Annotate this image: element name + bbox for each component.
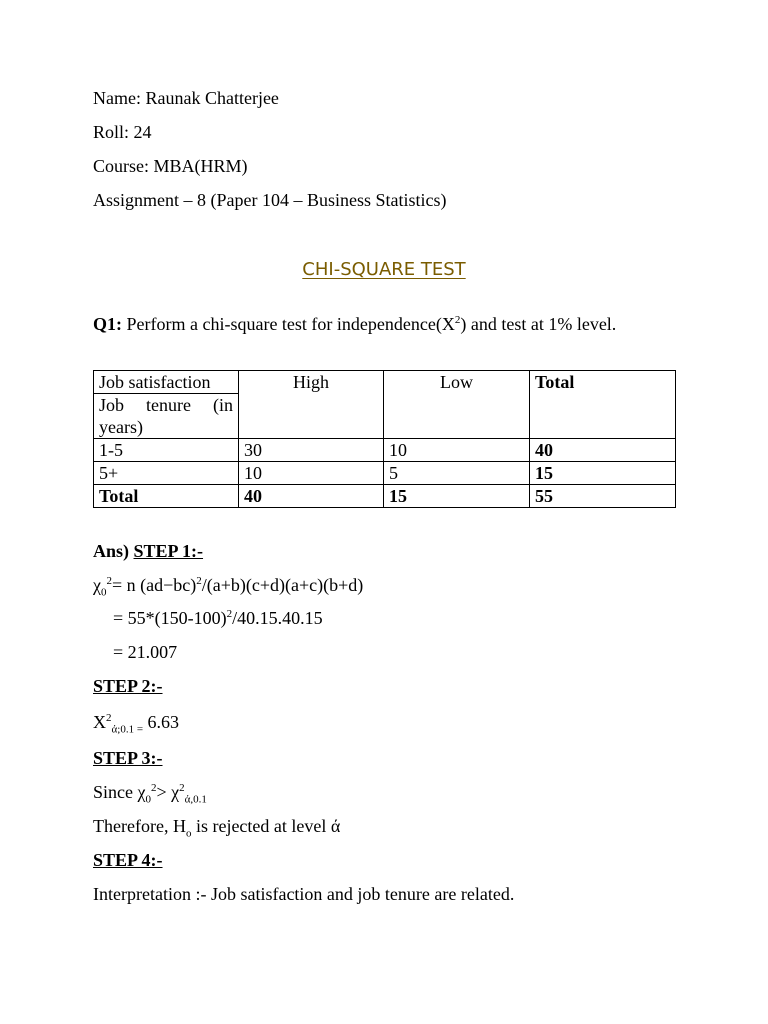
since-sub0: 0 [145, 793, 151, 806]
critical-x: X [93, 712, 106, 732]
formula-part1: = n (ad−bc) [112, 575, 197, 595]
question-text [93, 312, 675, 336]
therefore-before: Therefore, H [93, 816, 186, 836]
cell-total: 15 [530, 462, 676, 485]
calculation-result: = 21.007 [113, 642, 178, 662]
total-low: 15 [384, 485, 530, 508]
table-row [94, 439, 676, 462]
header-job-tenure: Job tenure (in years) [99, 395, 233, 437]
question-label: Q1: [93, 314, 122, 334]
course: Course: MBA(HRM) [93, 156, 248, 176]
cell-high: 10 [239, 462, 384, 485]
header-total: Total [530, 371, 676, 439]
step4-heading: STEP 4:- [93, 850, 163, 870]
formula-part2: /(a+b)(c+d)(a+c)(b+d) [201, 575, 364, 595]
since-gt: > χ [156, 782, 180, 802]
therefore-after: is rejected at level ά [191, 816, 341, 836]
document-title: CHI-SQUARE TEST [302, 259, 466, 280]
cell-total: 40 [530, 439, 676, 462]
since-sup-b: 2 [179, 782, 185, 794]
therefore-sub: o [185, 827, 192, 840]
table-header-row [94, 371, 676, 439]
critical-value [93, 711, 180, 736]
interpretation: Interpretation :- Job satisfaction and job tenure are related. [93, 884, 515, 904]
since-sub: ά,0.1 [184, 793, 207, 806]
assignment-title: Assignment – 8 (Paper 104 – Business Statistics) [93, 190, 447, 210]
question-body-end: ) and test at 1% level. [460, 314, 617, 334]
conclusion-line [93, 815, 341, 840]
header-high: High [239, 371, 384, 439]
cell-low: 10 [384, 439, 530, 462]
since-text: Since [93, 782, 138, 802]
chi-square-formula [93, 574, 364, 599]
header-job-satisfaction: Job satisfaction [94, 371, 238, 394]
roll-number: Roll: 24 [93, 122, 152, 142]
critical-sub: ά;0.1 = [111, 723, 144, 736]
contingency-table [93, 370, 676, 508]
formula-sub: 0 [101, 586, 107, 599]
table-row [94, 462, 676, 485]
question-body: Perform a chi-square test for independence(X [122, 314, 455, 334]
formula-sup: 2 [106, 575, 112, 587]
step2-heading: STEP 2:- [93, 676, 163, 696]
answer-prefix: Ans) [93, 541, 134, 561]
chi-symbol: χ [93, 575, 101, 595]
answer-step1-line [93, 540, 203, 562]
row-label: 1-5 [94, 439, 239, 462]
calc1-before: = 55*(150-100) [113, 608, 227, 628]
comparison-line [93, 781, 207, 806]
calculation-line1 [113, 607, 323, 629]
calc1-after: /40.15.40.15 [232, 608, 323, 628]
table-total-row [94, 485, 676, 508]
step1-heading: STEP 1:- [133, 541, 204, 561]
since-sup: 2 [151, 782, 157, 794]
student-name: Name: Raunak Chatterjee [93, 88, 279, 108]
since-chi: χ [137, 782, 146, 802]
formula-sup-b: 2 [196, 575, 202, 587]
critical-number: 6.63 [143, 712, 180, 732]
header-cell-labels [94, 371, 239, 439]
question-sup: 2 [454, 314, 461, 326]
row-label: 5+ [94, 462, 239, 485]
header-low: Low [384, 371, 530, 439]
critical-sup: 2 [106, 712, 112, 724]
calc1-sup: 2 [226, 608, 233, 620]
step3-heading: STEP 3:- [93, 748, 163, 768]
total-label: Total [94, 485, 239, 508]
cell-low: 5 [384, 462, 530, 485]
total-high: 40 [239, 485, 384, 508]
cell-high: 30 [239, 439, 384, 462]
grand-total: 55 [530, 485, 676, 508]
